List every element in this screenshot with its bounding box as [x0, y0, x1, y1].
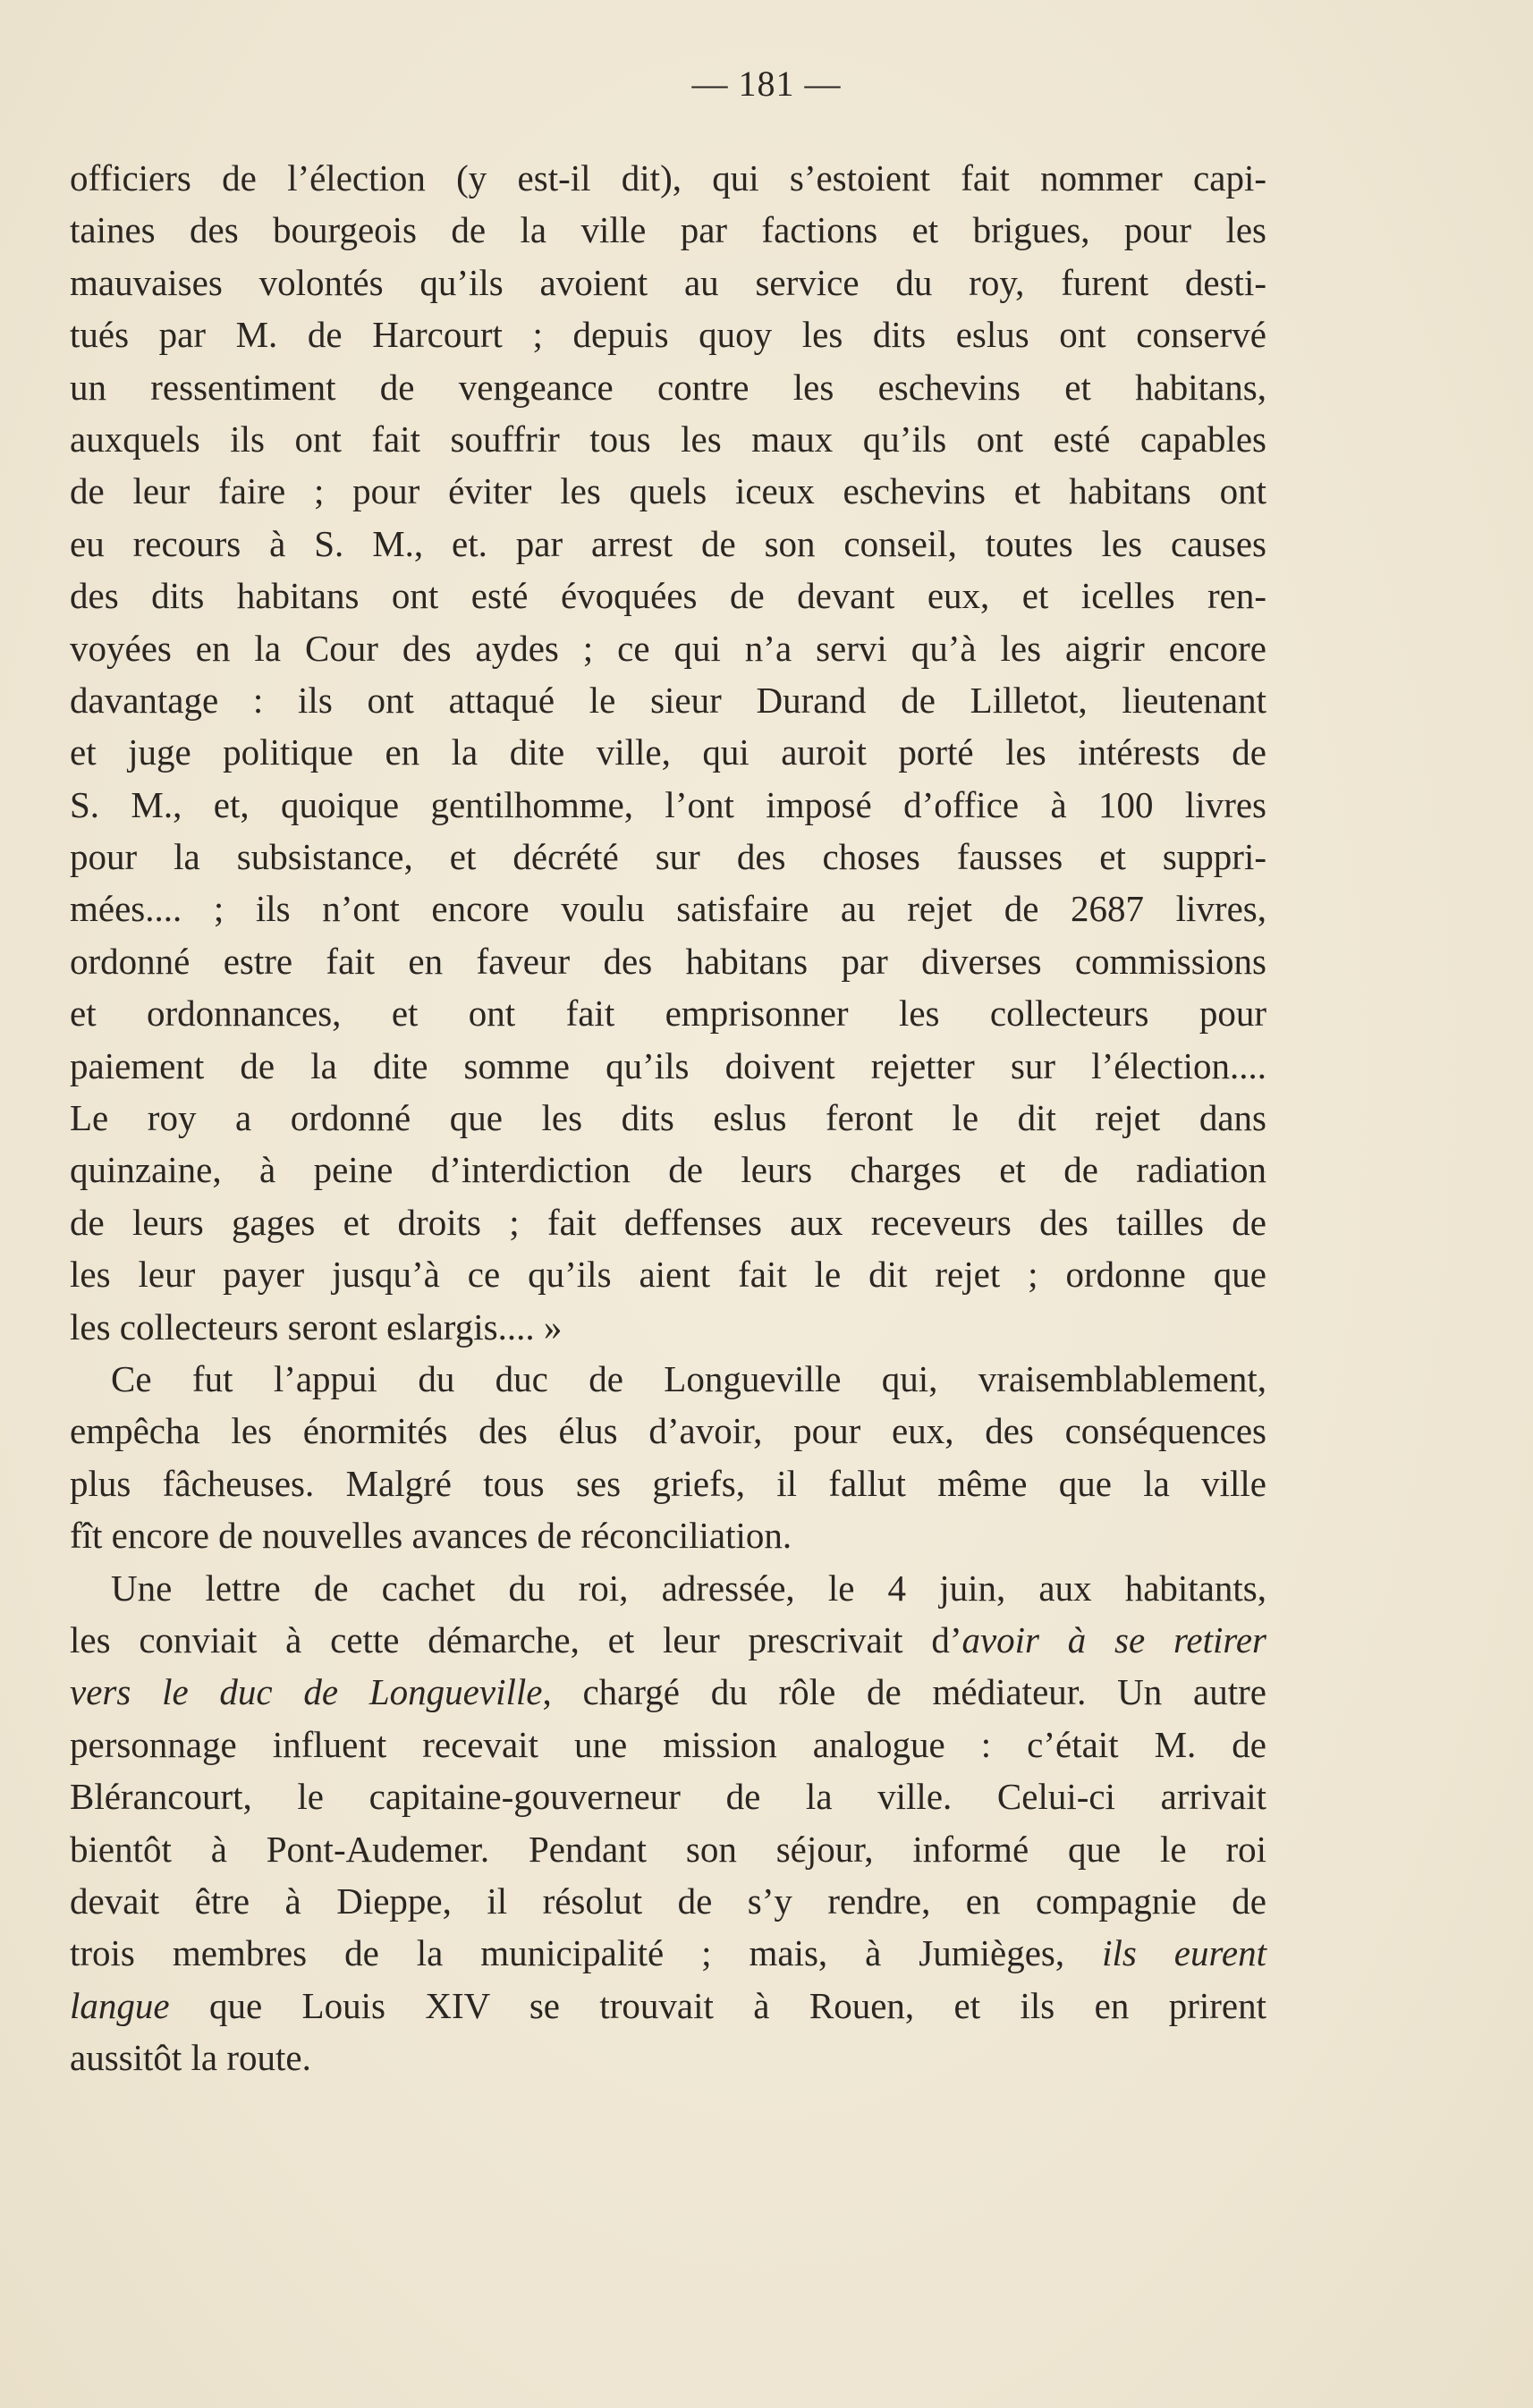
- text-segment: , chargé du rôle de médiateur. Un autre: [542, 1671, 1266, 1713]
- italic-text: langue: [70, 1984, 170, 2026]
- text-line: [70, 518, 1266, 570]
- paragraph-2: [70, 1353, 1266, 1562]
- text-segment: Blérancourt, le capitaine-gouverneur de la ville. Celui-ci arrivait: [70, 1776, 1266, 1818]
- text-segment: personnage influent recevait une mission analogue : c’était M. de: [70, 1723, 1266, 1765]
- text-segment: quinzaine, à peine d’interdiction de leurs charges et de radiation: [70, 1149, 1266, 1191]
- text-line: [70, 674, 1266, 726]
- text-segment: mauvaises volontés qu’ils avoient au service du roy, furent desti-: [70, 261, 1266, 303]
- text-line: [70, 1301, 1266, 1353]
- text-segment: bientôt à Pont-Audemer. Pendant son séjour, informé que le roi: [70, 1828, 1266, 1870]
- text-line: [70, 883, 1266, 934]
- text-line: [70, 152, 1266, 204]
- paragraph-3: [70, 1562, 1266, 2084]
- italic-text: ils eurent: [1102, 1932, 1266, 1974]
- text-line: [70, 987, 1266, 1039]
- page-number: — 181 —: [691, 63, 842, 104]
- text-line: [70, 257, 1266, 308]
- text-line: [70, 1927, 1266, 1979]
- text-line: [70, 1040, 1266, 1092]
- text-segment: les leur payer jusqu’à ce qu’ils aient fait le dit rejet ; ordonne que: [70, 1254, 1266, 1296]
- text-line: [70, 1405, 1266, 1457]
- text-segment: un ressentiment de vengeance contre les eschevins et habitans,: [70, 366, 1266, 408]
- text-segment: Une lettre de cachet du roi, adressée, le 4 juin, aux habitants,: [111, 1567, 1266, 1609]
- text-segment: les conviait à cette démarche, et leur prescrivait d’: [70, 1618, 962, 1660]
- text-segment: de leurs gages et droits ; fait deffenses aux receveurs des tailles de: [70, 1201, 1266, 1243]
- text-line: [70, 1562, 1266, 1614]
- text-line: [70, 465, 1266, 517]
- italic-text: avoir à se retirer: [961, 1618, 1266, 1660]
- text-segment: voyées en la Cour des aydes ; ce qui n’a servi qu’à les aigrir encore: [70, 627, 1266, 669]
- text-line: [70, 204, 1266, 256]
- italic-text: vers le duc de Longueville: [70, 1671, 543, 1713]
- text-line: [70, 361, 1266, 413]
- text-segment: et juge politique en la dite ville, qui auroit porté les intérests de: [70, 731, 1266, 773]
- text-segment: davantage : ils ont attaqué le sieur Durand de Lilletot, lieutenant: [70, 679, 1266, 721]
- text-line: [70, 1196, 1266, 1248]
- text-line: [70, 1980, 1266, 2032]
- text-line: [70, 1353, 1266, 1405]
- text-line: [70, 1666, 1266, 1718]
- text-segment: tués par M. de Harcourt ; depuis quoy les dits eslus ont conservé: [70, 314, 1266, 356]
- text-segment: de leur faire ; pour éviter les quels iceux eschevins et habitans ont: [70, 470, 1266, 512]
- text-line: [70, 413, 1266, 465]
- text-line: [70, 1875, 1266, 1927]
- text-segment: mées.... ; ils n’ont encore voulu satisfaire au rejet de 2687 livres,: [70, 888, 1266, 930]
- text-segment: taines des bourgeois de la ville par factions et brigues, pour les: [70, 209, 1266, 251]
- text-segment: Le roy a ordonné que les dits eslus feront le dit rejet dans: [70, 1097, 1266, 1139]
- text-segment: fît encore de nouvelles avances de réconciliation.: [70, 1515, 792, 1557]
- text-line: [70, 1614, 1266, 1666]
- text-line: [70, 831, 1266, 883]
- text-segment: trois membres de la municipalité ; mais, à Jumièges,: [70, 1932, 1103, 1974]
- text-line: [70, 726, 1266, 778]
- text-segment: ordonné estre fait en faveur des habitans par diverses commissions: [70, 940, 1266, 982]
- body-text: [70, 152, 1266, 2083]
- text-line: [70, 779, 1266, 831]
- paragraph-1: [70, 152, 1266, 1353]
- text-line: [70, 1770, 1266, 1822]
- text-segment: aussitôt la route.: [70, 2037, 311, 2079]
- text-line: [70, 570, 1266, 621]
- text-segment: des dits habitans ont esté évoquées de devant eux, et icelles ren-: [70, 575, 1266, 617]
- text-line: [70, 1823, 1266, 1875]
- text-line: [70, 2032, 1266, 2083]
- text-segment: S. M., et, quoique gentilhomme, l’ont imposé d’office à 100 livres: [70, 783, 1266, 825]
- text-line: [70, 1144, 1266, 1196]
- text-segment: plus fâcheuses. Malgré tous ses griefs, il fallut même que la ville: [70, 1462, 1266, 1504]
- text-segment: paiement de la dite somme qu’ils doivent rejetter sur l’élection....: [70, 1044, 1266, 1086]
- text-line: [70, 308, 1266, 360]
- text-segment: que Louis XIV se trouvait à Rouen, et ils en prirent: [169, 1984, 1266, 2026]
- text-segment: auxquels ils ont fait souffrir tous les maux qu’ils ont esté capables: [70, 418, 1266, 460]
- text-line: [70, 935, 1266, 987]
- text-line: [70, 1509, 1266, 1561]
- text-segment: eu recours à S. M., et. par arrest de son conseil, toutes les causes: [70, 522, 1266, 564]
- text-line: [70, 1719, 1266, 1770]
- text-segment: officiers de l’élection (y est-il dit), qui s’estoient fait nommer capi-: [70, 157, 1266, 199]
- text-line: [70, 622, 1266, 674]
- text-segment: empêcha les énormités des élus d’avoir, pour eux, des conséquences: [70, 1410, 1266, 1452]
- text-segment: les collecteurs seront eslargis.... »: [70, 1305, 563, 1348]
- text-segment: Ce fut l’appui du duc de Longueville qui, vraisemblablement,: [111, 1357, 1266, 1399]
- text-segment: et ordonnances, et ont fait emprisonner les collecteurs pour: [70, 993, 1266, 1035]
- text-line: [70, 1457, 1266, 1509]
- text-segment: pour la subsistance, et décrété sur des choses fausses et suppri-: [70, 836, 1266, 878]
- text-line: [70, 1092, 1266, 1144]
- text-segment: devait être à Dieppe, il résolut de s’y rendre, en compagnie de: [70, 1880, 1266, 1922]
- text-line: [70, 1248, 1266, 1300]
